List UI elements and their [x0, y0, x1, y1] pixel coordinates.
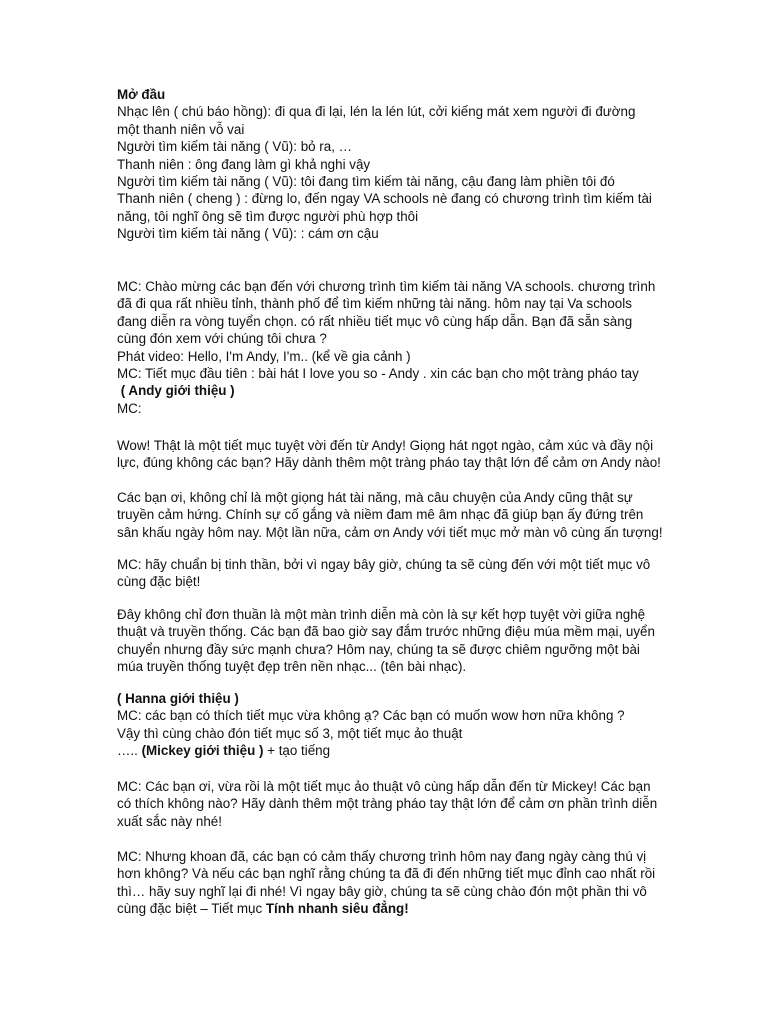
mickey-prefix: ….. — [117, 743, 142, 759]
mickey-line — [117, 742, 757, 759]
paragraph-line: truyền cảm hứng. Chính sự cố gắng và niềm đam mê âm nhạc đã giúp bạn ấy đứng trên — [117, 507, 644, 523]
mc-label: MC: — [117, 400, 142, 416]
intro-line: Người tìm kiếm tài năng ( Vũ): : cám ơn cậu — [117, 226, 379, 242]
intro-line: một thanh niên vỗ vai — [117, 121, 245, 137]
andy-intro-label: ( Andy giới thiệu ) — [117, 383, 235, 399]
paragraph-line: hơn không? Và nếu các bạn nghĩ rằng chúng ta đã đi đến những tiết mục đỉnh cao nhất rồi — [117, 866, 656, 882]
intro-line: Người tìm kiếm tài năng ( Vũ): tôi đang tìm kiếm tài năng, cậu đang làm phiền tôi đó — [117, 174, 615, 190]
intro-line: Thanh niên ( cheng ) : đừng lo, đến ngay VA schools nè đang có chương trình tìm kiếm tài — [117, 191, 652, 207]
mickey-suffix: + tạo tiếng — [263, 743, 331, 759]
intro-section — [117, 86, 757, 243]
paragraph-line: sân khấu ngày hôm nay. Một lần nữa, cảm ơn Andy với tiết mục mở màn vô cùng ấn tượng! — [117, 524, 663, 540]
mc-open-line: MC: Tiết mục đầu tiên : bài hát I love you so - Andy . xin các bạn cho một tràng pháo tay — [117, 366, 639, 382]
intro-heading: Mở đầu — [117, 87, 166, 102]
dance-paragraph — [117, 606, 757, 676]
paragraph-line: Các bạn ơi, không chỉ là một giọng hát tài năng, mà câu chuyện của Andy cũng thật sự — [117, 490, 633, 505]
paragraph-line: MC: hãy chuẩn bị tinh thần, bởi vì ngay bây giờ, chúng ta sẽ cùng đến với một tiết mục vô — [117, 557, 651, 572]
hanna-intro-label: ( Hanna giới thiệu ) — [117, 691, 239, 706]
hanna-section — [117, 690, 757, 760]
mc-open-section — [117, 278, 757, 417]
mickey-intro-label: (Mickey giới thiệu ) — [141, 743, 264, 759]
paragraph-line: thì… hãy suy nghĩ lại đi nhé! Vì ngay bây giờ, chúng ta sẽ cùng chào đón một phần thi vô — [117, 883, 647, 899]
paragraph-line: cùng đặc biệt! — [117, 574, 201, 590]
paragraph-line: xuất sắc này nhé! — [117, 813, 222, 829]
final-last-line — [117, 900, 757, 917]
mc-open-line: đã đi qua rất nhiều tỉnh, thành phố để tìm kiếm những tài năng. hôm nay tại Va schools — [117, 296, 632, 312]
paragraph-line: thuật và truyền thống. Các bạn đã bao giờ say đắm trước những điệu múa mềm mại, uyển — [117, 624, 655, 640]
wow-paragraph — [117, 437, 757, 472]
magic-paragraph — [117, 778, 757, 830]
ready-paragraph — [117, 556, 757, 591]
paragraph-line: MC: các bạn có thích tiết mục vừa không ạ? Các bạn có muốn wow hơn nữa không ? — [117, 708, 625, 724]
intro-line: Nhạc lên ( chú báo hồng): đi qua đi lại, lén la lén lút, cởi kiếng mát xem người đi đường — [117, 104, 636, 120]
mc-open-line: đang diễn ra vòng tuyển chọn. có rất nhiều tiết mục vô cùng hấp dẫn. Bạn đã sẵn sàng — [117, 313, 633, 329]
final-paragraph — [117, 848, 757, 918]
paragraph-line: lực, đúng không các bạn? Hãy dành thêm một tràng pháo tay thật lớn để cảm ơn Andy nào! — [117, 455, 661, 471]
mc-open-line: cùng đón xem với chúng tôi chưa ? — [117, 331, 327, 347]
final-last-prefix: cùng đặc biệt – Tiết mục — [117, 901, 266, 917]
intro-line: Người tìm kiếm tài năng ( Vũ): bỏ ra, … — [117, 139, 353, 155]
story-paragraph — [117, 489, 757, 541]
final-segment-title: Tính nhanh siêu đẳng! — [265, 901, 409, 917]
paragraph-line: Vậy thì cùng chào đón tiết mục số 3, một tiết mục ảo thuật — [117, 725, 463, 741]
paragraph-line: MC: Nhưng khoan đã, các bạn có cảm thấy chương trình hôm nay đang ngày càng thú vị — [117, 849, 647, 864]
intro-line: Thanh niên : ông đang làm gì khả nghi vậy — [117, 156, 371, 172]
paragraph-line: chuyển nhưng đầy sức mạnh chưa? Hôm nay, chúng ta sẽ được chiêm ngưỡng một bài — [117, 641, 640, 657]
paragraph-line: múa truyền thống tuyệt đẹp trên nền nhạc... (tên bài nhạc). — [117, 659, 467, 675]
mc-open-line: MC: Chào mừng các bạn đến với chương trình tìm kiếm tài năng VA schools. chương trình — [117, 279, 656, 294]
paragraph-line: Đây không chỉ đơn thuần là một màn trình diễn mà còn là sự kết hợp tuyệt vời giữa nghệ — [117, 607, 646, 622]
mc-open-line: Phát video: Hello, I'm Andy, I'm.. (kể về gia cảnh ) — [117, 348, 411, 364]
intro-line: năng, tôi nghĩ ông sẽ tìm được người phù hợp thôi — [117, 208, 419, 224]
paragraph-line: MC: Các bạn ơi, vừa rồi là một tiết mục ảo thuật vô cùng hấp dẫn đến từ Mickey! Các bạn — [117, 779, 651, 794]
paragraph-line: có thích không nào? Hãy dành thêm một tràng pháo tay thật lớn để cảm ơn phần trình diễn — [117, 796, 658, 812]
paragraph-line: Wow! Thật là một tiết mục tuyệt vời đến từ Andy! Giọng hát ngọt ngào, cảm xúc và đầy nội — [117, 438, 654, 453]
